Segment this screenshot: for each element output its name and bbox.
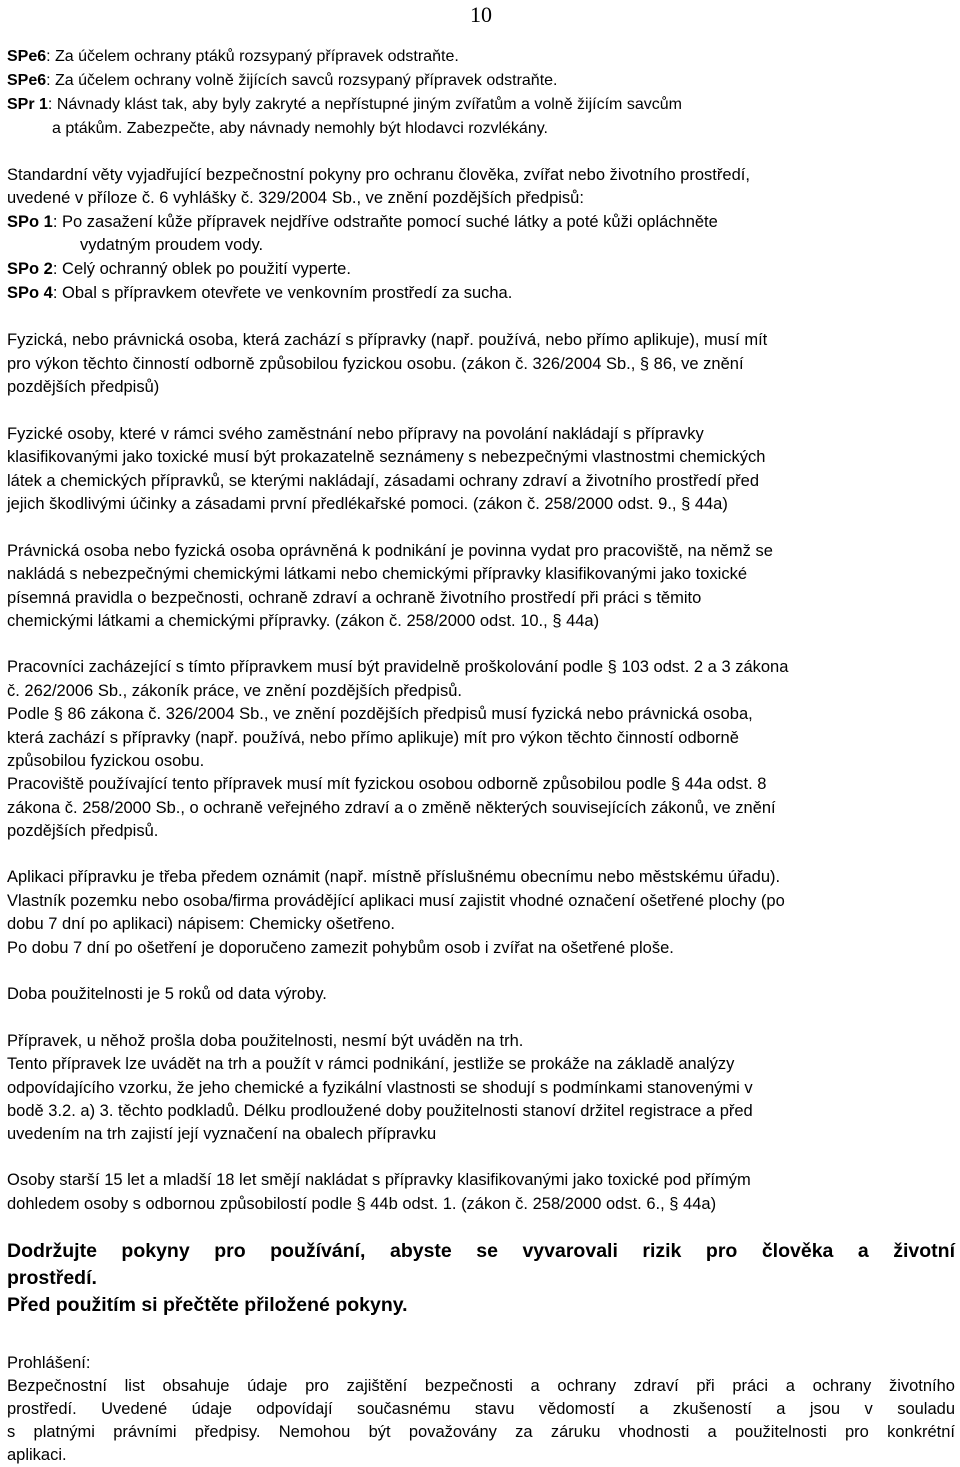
declaration-line: aplikaci. — [7, 1446, 67, 1464]
bold-notice-line: Dodržujte pokyny pro používání, abyste se vyvarovali rizik pro člověka a životní — [7, 1240, 955, 1262]
paragraph-line: Osoby starší 15 let a mladší 18 let smějí nakládat s přípravky klasifikovanými jako toxické pod přímým — [7, 1171, 751, 1189]
spr1-code: SPr 1 — [7, 96, 48, 113]
paragraph-line: Pracoviště používající tento přípravek musí mít fyzickou osobou odborně způsobilou podle § 44a odst. 8 — [7, 775, 767, 793]
spr1-line — [7, 94, 682, 116]
paragraph-line: Právnická osoba nebo fyzická osoba oprávněná k podnikání je povinna vydat pro pracoviště, na němž se — [7, 542, 773, 560]
page-number: 10 — [470, 2, 492, 27]
paragraph-line: pozdějších předpisů. — [7, 822, 159, 840]
spo4-code: SPo 4 — [7, 284, 53, 302]
spo4-line — [7, 282, 512, 304]
spe6-code: SPe6 — [7, 48, 47, 65]
spo2-line — [7, 258, 351, 280]
declaration-heading: Prohlášení: — [7, 1354, 91, 1372]
paragraph-line: odpovídajícího vzorku, že jeho chemické a fyzikální vlastnosti se shodují s podmínkami stanovenými v — [7, 1079, 753, 1097]
spe6-mammals-text: : Za účelem ochrany volně žijících savců rozsypaný přípravek odstraňte. — [46, 72, 558, 89]
spo2-text: : Celý ochranný oblek po použití vyperte. — [52, 260, 351, 278]
paragraph-line: Podle § 86 zákona č. 326/2004 Sb., ve znění pozdějších předpisů musí fyzická nebo právnická osoba, — [7, 705, 753, 723]
paragraph-line: zákona č. 258/2000 Sb., o ochraně veřejného zdraví a o změně některých souvisejících zákonů, ve znění — [7, 799, 776, 817]
spr1-text: : Návnady klást tak, aby byly zakryté a nepřístupné jiným zvířatům a volně žijícím savcům — [47, 96, 682, 113]
standard-intro-line1: Standardní věty vyjadřující bezpečnostní pokyny pro ochranu člověka, zvířat nebo životního prostředí, — [7, 166, 750, 184]
paragraph-line: Fyzické osoby, které v rámci svého zaměstnání nebo přípravy na povolání nakládají s přípravky — [7, 425, 704, 443]
spe6-mammals-line — [7, 70, 557, 92]
paragraph-line: uvedením na trh zajistí její vyznačení na obalech přípravku — [7, 1125, 437, 1143]
paragraph-line: jejich škodlivými účinky a zásadami první předlékařské pomoci. (zákon č. 258/2000 odst. 9., § 44a) — [7, 495, 728, 513]
paragraph-line: dobu 7 dní po aplikaci) nápisem: Chemicky ošetřeno. — [7, 915, 395, 933]
paragraph-line: která zachází s přípravky (např. používá, nebo přímo aplikuje) mít pro výkon těchto činností odborně — [7, 729, 739, 747]
paragraph-line: Vlastník pozemku nebo osoba/firma provádějící aplikaci musí zajistit vhodné označení ošetřené plochy (po — [7, 892, 785, 910]
spo1-code: SPo 1 — [7, 213, 53, 231]
spr1-continuation: a ptákům. Zabezpečte, aby návnady nemohly být hlodavci rozvlékány. — [52, 120, 548, 137]
paragraph-line: Přípravek, u něhož prošla doba použitelnosti, nesmí být uváděn na trh. — [7, 1032, 524, 1050]
bold-notice-line: Před použitím si přečtěte přiložené pokyny. — [7, 1294, 408, 1316]
declaration-line: Bezpečnostní list obsahuje údaje pro zajištění bezpečnosti a ochrany zdraví při práci a ochrany životního — [7, 1377, 955, 1395]
spe6-code: SPe6 — [7, 72, 47, 89]
bold-notice-line: prostředí. — [7, 1267, 97, 1289]
paragraph-line: Po dobu 7 dní po ošetření je doporučeno zamezit pohybům osob i zvířat na ošetřené ploše. — [7, 939, 674, 957]
spe6-birds-text: : Za účelem ochrany ptáků rozsypaný přípravek odstraňte. — [46, 48, 459, 65]
paragraph-line: látek a chemických přípravků, se kterými nakládají, zásadami ochrany zdraví a životního prostředí před — [7, 472, 760, 490]
paragraph-line: Fyzická, nebo právnická osoba, která zachází s přípravky (např. používá, nebo přímo aplikuje), musí mít — [7, 331, 768, 349]
paragraph-line: klasifikovanými jako toxické musí být prokazatelně seznámeny s nebezpečnými vlastnostmi chemických — [7, 448, 766, 466]
spo4-text: : Obal s přípravkem otevřete ve venkovním prostředí za sucha. — [52, 284, 513, 302]
paragraph-line: bodě 3.2. a) 3. těchto podkladů. Délku prodloužené doby použitelnosti stanoví držitel registrace a před — [7, 1102, 753, 1120]
spo1-continuation: vydatným proudem vody. — [80, 236, 264, 254]
paragraph-line: chemickými látkami a chemickými přípravky. (zákon č. 258/2000 odst. 10., § 44a) — [7, 612, 600, 630]
paragraph-line: pozdějších předpisů) — [7, 378, 160, 396]
spo1-line — [7, 211, 718, 233]
paragraph-line: Pracovníci zacházející s tímto přípravkem musí být pravidelně proškolování podle § 103 odst. 2 a 3 zákona — [7, 658, 789, 676]
declaration-line: s platnými právními předpisy. Nemohou být považovány za záruku vhodnosti a použitelnosti pro konkrétní — [7, 1423, 955, 1441]
paragraph-line: č. 262/2006 Sb., zákoník práce, ve znění pozdějších předpisů. — [7, 682, 462, 700]
spe6-birds-line — [7, 46, 459, 68]
shelf-life-line: Doba použitelnosti je 5 roků od data výroby. — [7, 985, 327, 1003]
spo2-code: SPo 2 — [7, 260, 53, 278]
spo1-text: : Po zasažení kůže přípravek nejdříve odstraňte pomocí suché látky a poté kůži opláchněte — [52, 213, 718, 231]
paragraph-line: Tento přípravek lze uvádět na trh a použít v rámci podnikání, jestliže se prokáže na základě analýzy — [7, 1055, 735, 1073]
paragraph-line: písemná pravidla o bezpečnosti, ochraně zdraví a ochraně životního prostředí při práci s těmito — [7, 589, 702, 607]
paragraph-line: způsobilou fyzickou osobu. — [7, 752, 205, 770]
standard-intro-line2: uvedené v příloze č. 6 vyhlášky č. 329/2004 Sb., ve znění pozdějších předpisů: — [7, 189, 584, 207]
paragraph-line: Aplikaci přípravku je třeba předem oznámit (např. místně příslušnému obecnímu nebo městskému úřadu). — [7, 868, 781, 886]
paragraph-line: dohledem osoby s odbornou způsobilostí podle § 44b odst. 1. (zákon č. 258/2000 odst. 6., § 44a) — [7, 1195, 717, 1213]
paragraph-line: nakládá s nebezpečnými chemickými látkami nebo chemickými přípravky klasifikovanými jako toxické — [7, 565, 748, 583]
declaration-line: prostředí. Uvedené údaje odpovídají současnému stavu vědomostí a zkušeností a jsou v souladu — [7, 1400, 955, 1418]
paragraph-line: pro výkon těchto činností odborně způsobilou fyzickou osobu. (zákon č. 326/2004 Sb., § 86, ve znění — [7, 355, 744, 373]
